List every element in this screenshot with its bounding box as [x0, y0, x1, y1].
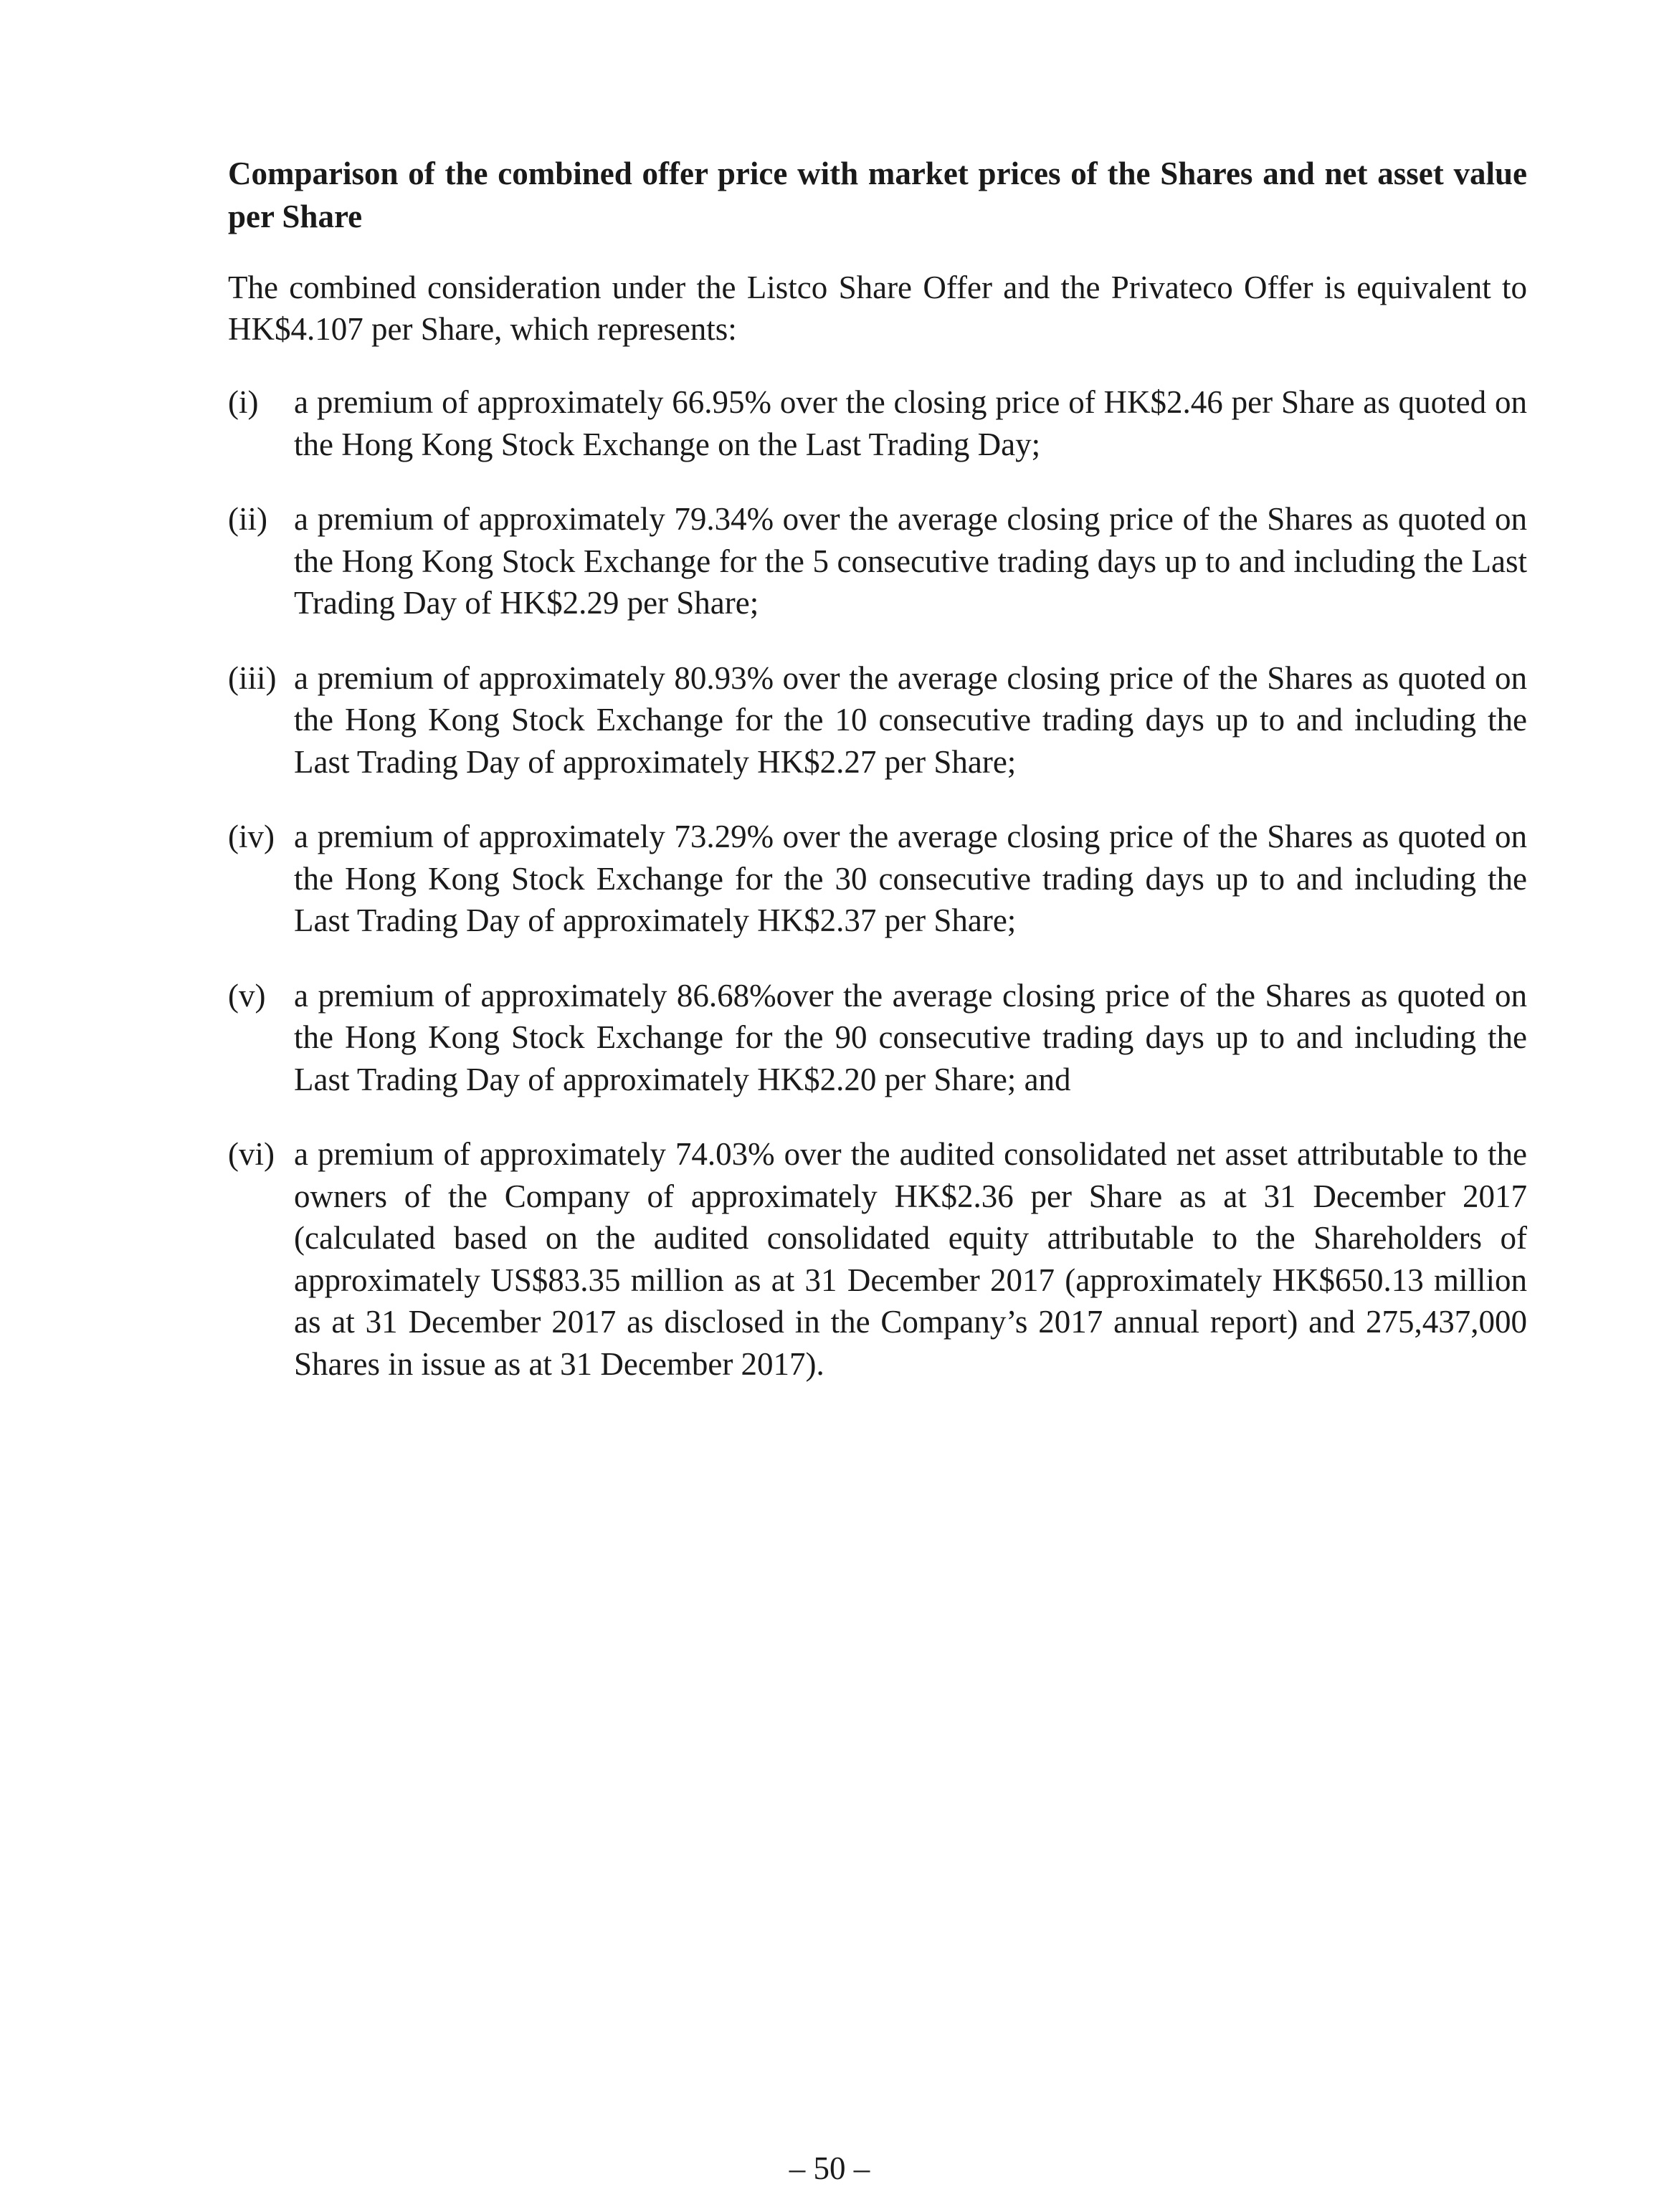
list-item [228, 816, 1527, 942]
premium-list [228, 381, 1527, 1385]
list-item [228, 381, 1527, 465]
list-item-text: a premium of approximately 80.93% over the average closing price of the Shares as quoted on the Hong Kong Stock Exchange for the 10 consecutive trading days up to and including the Last Trading Day of approximately HK$2.27 per Share; [294, 659, 1527, 780]
list-marker: (i) [228, 384, 259, 420]
intro-paragraph: The combined consideration under the Listco Share Offer and the Privateco Offer is equivalent to HK$4.107 per Share, which represents: [228, 270, 1527, 347]
list-marker: (ii) [228, 501, 267, 537]
list-item [228, 657, 1527, 783]
list-item-text: a premium of approximately 66.95% over the closing price of HK$2.46 per Share as quoted on the Hong Kong Stock Exchange on the Last Trading Day; [294, 384, 1527, 462]
list-item [228, 1133, 1527, 1385]
document-page [228, 152, 1527, 1418]
list-marker: (iii) [228, 659, 277, 696]
list-item [228, 975, 1527, 1101]
list-item-text: a premium of approximately 74.03% over the audited consolidated net asset attributable to the owners of the Company of approximately HK$2.36 per Share as at 31 December 2017 (calculated based on the audited consolidated equity attributable to the Shareholders of approximately US$83.35 million as at 31 December 2017 (approximately HK$650.13 million as at 31 December 2017 as disclosed in the Company’s 2017 annual report) and 275,437,000 Shares in issue as at 31 December 2017). [294, 1136, 1527, 1382]
list-marker: (v) [228, 977, 266, 1014]
list-item [228, 498, 1527, 624]
list-item-text: a premium of approximately 73.29% over the average closing price of the Shares as quoted on the Hong Kong Stock Exchange for the 30 consecutive trading days up to and including the Last Trading Day of approximately HK$2.37 per Share; [294, 819, 1527, 938]
list-item-text: a premium of approximately 86.68%over the average closing price of the Shares as quoted on the Hong Kong Stock Exchange for the 90 consecutive trading days up to and including the Last Trading Day of approximately HK$2.20 per Share; and [294, 977, 1527, 1097]
list-item-text: a premium of approximately 79.34% over the average closing price of the Shares as quoted on the Hong Kong Stock Exchange for the 5 consecutive trading days up to and including the Last Trading Day of HK$2.29 per Share; [294, 501, 1527, 621]
list-marker: (iv) [228, 819, 275, 854]
list-marker: (vi) [228, 1136, 275, 1172]
section-heading: Comparison of the combined offer price with market prices of the Shares and net asset value per Share [228, 156, 1527, 234]
page-number: – 50 – [789, 2150, 870, 2186]
